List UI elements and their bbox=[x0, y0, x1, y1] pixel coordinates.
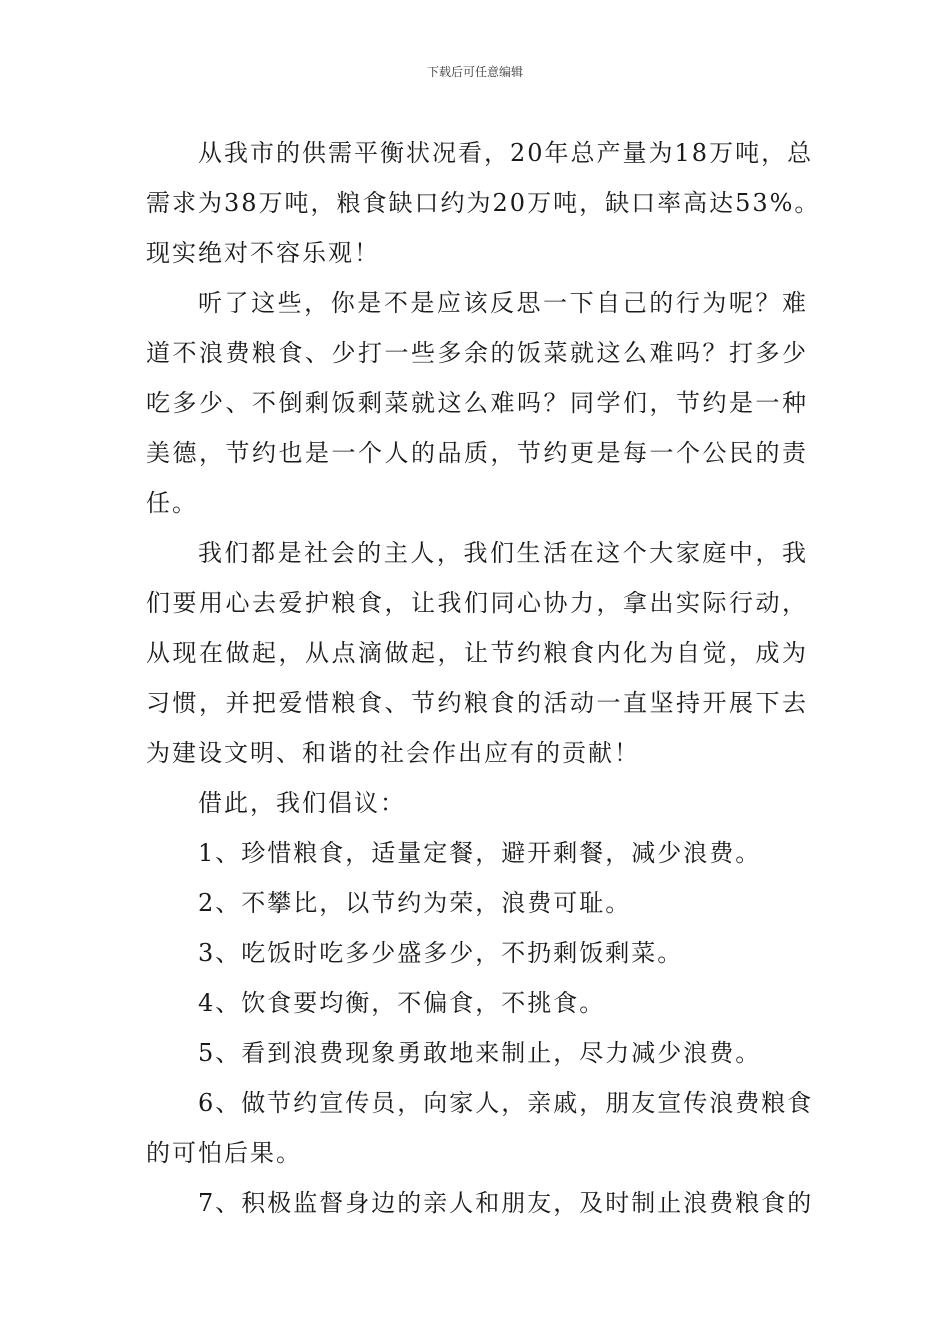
text-line: 借此，我们倡议： bbox=[198, 789, 406, 817]
initiative-item-4 bbox=[146, 978, 808, 1028]
text-line: 现实绝对不容乐观！ bbox=[146, 239, 380, 267]
page-header: 下载后可任意编辑 bbox=[426, 65, 523, 79]
text-line: 们要用心去爱护粮食，让我们同心协力，拿出实际行动， bbox=[146, 589, 808, 617]
text-line: 任。 bbox=[146, 489, 198, 517]
text-line: 的可怕后果。 bbox=[146, 1139, 302, 1167]
text-line: 4、饮食要均衡，不偏食，不挑食。 bbox=[198, 989, 606, 1017]
paragraph-call-to-action bbox=[146, 528, 808, 778]
initiative-item-7 bbox=[146, 1178, 814, 1228]
text-line: 需求为38万吨，粮食缺口约为20万吨，缺口率高达53%。 bbox=[146, 189, 821, 217]
text-line: 从现在做起，从点滴做起，让节约粮食内化为自觉，成为 bbox=[146, 639, 808, 667]
text-line: 吃多少、不倒剩饭剩菜就这么难吗？同学们，节约是一种 bbox=[146, 389, 808, 417]
paragraph-supply-demand bbox=[146, 128, 821, 278]
text-line: 3、吃饭时吃多少盛多少，不扔剩饭剩菜。 bbox=[198, 939, 684, 967]
paragraph-reflection bbox=[146, 278, 808, 528]
text-line: 道不浪费粮食、少打一些多余的饭菜就这么难吗？打多少 bbox=[146, 339, 808, 367]
text-line: 6、做节约宣传员，向家人，亲戚，朋友宣传浪费粮食 bbox=[198, 1089, 814, 1117]
initiative-item-2 bbox=[146, 878, 808, 928]
text-line: 7、积极监督身边的亲人和朋友，及时制止浪费粮食的 bbox=[198, 1189, 814, 1217]
document-body bbox=[146, 128, 821, 1228]
text-line: 我们都是社会的主人，我们生活在这个大家庭中，我 bbox=[198, 539, 808, 567]
text-line: 美德，节约也是一个人的品质，节约更是每一个公民的责 bbox=[146, 439, 808, 467]
text-line: 为建设文明、和谐的社会作出应有的贡献！ bbox=[146, 739, 640, 767]
text-line: 2、不攀比，以节约为荣，浪费可耻。 bbox=[198, 889, 632, 917]
text-line: 习惯，并把爱惜粮食、节约粮食的活动一直坚持开展下去 bbox=[146, 689, 808, 717]
initiative-item-1 bbox=[146, 828, 808, 878]
text-line: 5、看到浪费现象勇敢地来制止，尽力减少浪费。 bbox=[198, 1039, 762, 1067]
text-line: 1、珍惜粮食，适量定餐，避开剩餐，减少浪费。 bbox=[198, 839, 762, 867]
initiative-item-5 bbox=[146, 1028, 808, 1078]
initiative-item-6 bbox=[146, 1078, 814, 1178]
text-line: 听了这些，你是不是应该反思一下自己的行为呢？难 bbox=[198, 289, 808, 317]
text-line: 从我市的供需平衡状况看，20年总产量为18万吨，总 bbox=[198, 139, 814, 167]
initiative-item-3 bbox=[146, 928, 808, 978]
paragraph-initiative-intro bbox=[146, 778, 808, 828]
